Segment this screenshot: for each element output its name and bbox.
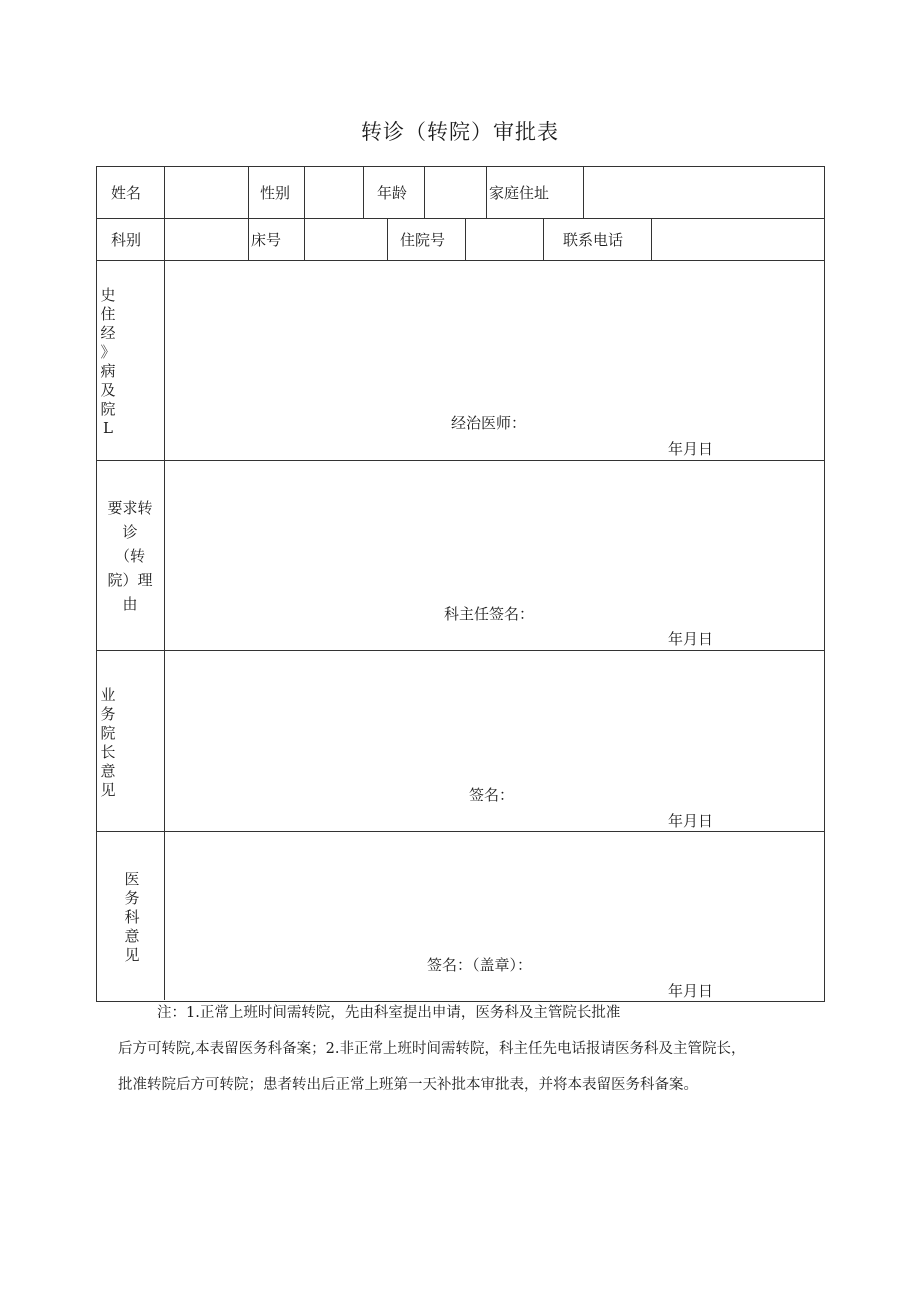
row-divider (96, 650, 824, 651)
history-content-area[interactable] (166, 262, 821, 402)
department-head-signature-label: 科主任签名： (444, 605, 535, 623)
bed-number-label: 床号 (251, 231, 282, 249)
age-label: 年龄 (377, 184, 408, 202)
col-divider (164, 166, 165, 218)
note-line-3: 批准转院后方可转院；患者转出后正常上班第一天补批本审批表，并将本表留医务科备案。 (118, 1077, 698, 1093)
age-field[interactable] (426, 168, 484, 216)
col-divider (164, 218, 165, 260)
vice-president-signature-label: 签名： (469, 786, 515, 804)
col-divider (164, 260, 165, 1000)
address-label: 家庭住址 (489, 184, 550, 202)
phone-label: 联系电话 (563, 231, 624, 249)
bed-number-field[interactable] (306, 220, 385, 258)
name-label: 姓名 (111, 184, 142, 202)
medical-affairs-opinion-content-area[interactable] (166, 833, 821, 943)
department-field[interactable] (166, 220, 246, 258)
medical-affairs-opinion-section-label: 医 务 科 意 见 (124, 870, 140, 964)
history-date-label: 年月日 (668, 440, 714, 458)
col-divider (363, 166, 364, 218)
col-divider (543, 218, 544, 260)
admission-number-field[interactable] (467, 220, 541, 258)
vice-president-opinion-content-area[interactable] (166, 652, 821, 772)
col-divider (583, 166, 584, 218)
row-divider (96, 460, 824, 461)
transfer-reason-date-label: 年月日 (668, 630, 714, 648)
gender-label: 性别 (260, 184, 291, 202)
attending-physician-signature-label: 经治医师： (451, 414, 527, 432)
col-divider (304, 166, 305, 218)
note-line-2: 后方可转院,本表留医务科备案；2.非正常上班时间需转院，科主任先电话报请医务科及主管院长， (118, 1041, 746, 1057)
col-divider (486, 166, 487, 218)
history-section-label: 史 住 经 》 病 及 院 L (100, 286, 116, 437)
col-divider (248, 166, 249, 218)
admission-number-label: 住院号 (400, 231, 446, 249)
note-line-1: 注：1.正常上班时间需转院，先由科室提出申请，医务科及主管院长批准 (157, 1005, 621, 1021)
medical-affairs-signature-seal-label: 签名：（盖章）： (427, 956, 533, 974)
department-label: 科别 (111, 231, 142, 249)
phone-field[interactable] (653, 220, 821, 258)
transfer-reason-section-label: 要求转 诊 （转 院）理 由 (107, 499, 153, 613)
col-divider (387, 218, 388, 260)
col-divider (651, 218, 652, 260)
row-divider (96, 831, 824, 832)
vice-president-opinion-section-label: 业 务 院 长 意 见 (100, 686, 116, 799)
col-divider (304, 218, 305, 260)
gender-field[interactable] (306, 168, 361, 216)
transfer-reason-content-area[interactable] (166, 462, 821, 592)
address-field[interactable] (585, 168, 821, 216)
col-divider (465, 218, 466, 260)
name-field[interactable] (166, 168, 246, 216)
col-divider (248, 218, 249, 260)
medical-affairs-date-label: 年月日 (668, 982, 714, 1000)
vice-president-date-label: 年月日 (668, 812, 714, 830)
col-divider (424, 166, 425, 218)
row-divider (96, 260, 824, 261)
row-divider (96, 218, 824, 219)
page-title: 转诊（转院）审批表 (361, 120, 559, 144)
